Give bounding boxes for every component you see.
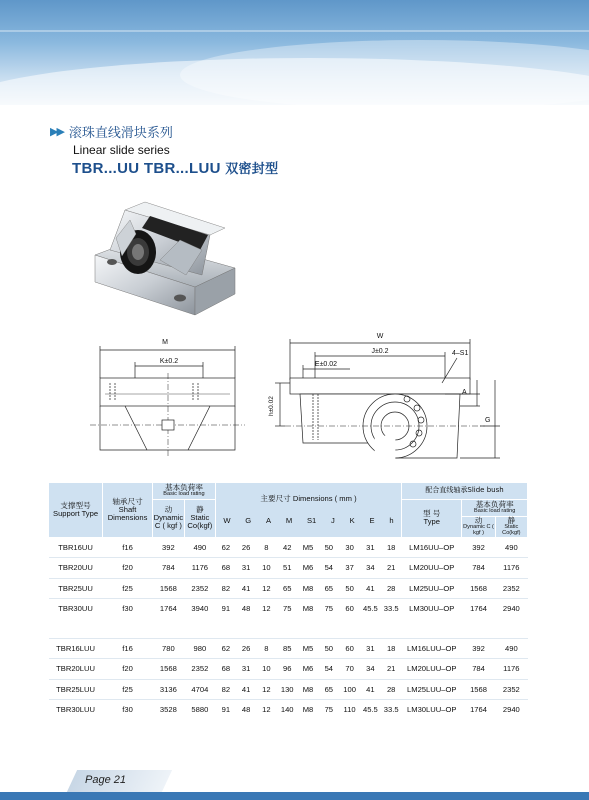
table-cell: 12	[256, 599, 277, 619]
table-cell: 50	[339, 578, 360, 599]
table-cell: 42	[277, 537, 298, 558]
model-title	[72, 158, 278, 177]
table-cell: 70	[339, 659, 360, 680]
table-cell: 85	[277, 638, 298, 659]
table-cell: f25	[103, 578, 153, 599]
table-cell: 392	[153, 537, 185, 558]
table-cell: 21	[381, 558, 402, 579]
table-cell: f30	[103, 700, 153, 720]
header-bush-type-cn: 型 号	[423, 509, 441, 519]
table-cell: 51	[277, 558, 298, 579]
table-cell: 96	[277, 659, 298, 680]
header-bush-static	[495, 517, 527, 538]
table-cell: 34	[360, 558, 381, 579]
table-body-luu	[49, 638, 528, 720]
table-cell: 392	[462, 537, 495, 558]
table-cell: LM30LUU–OP	[402, 700, 462, 720]
table-cell: 45.5	[360, 599, 381, 619]
table-cell: 8	[256, 537, 277, 558]
table-cell: 91	[215, 700, 236, 720]
table-cell: 3940	[184, 599, 215, 619]
dim-col-h: h	[389, 515, 394, 525]
table-cell: 3528	[153, 700, 185, 720]
header-shaft	[103, 483, 153, 538]
table-cell: 75	[318, 700, 339, 720]
section-header	[50, 122, 278, 177]
table-cell: f16	[103, 638, 153, 659]
table-row	[49, 558, 528, 579]
header-static	[184, 500, 215, 538]
dim-col-g: G	[245, 515, 252, 525]
table-row	[49, 638, 528, 659]
table-cell: TBR30UU	[49, 599, 103, 619]
table-cell: 780	[153, 638, 185, 659]
table-cell: 2352	[184, 578, 215, 599]
table-cell: 26	[236, 537, 256, 558]
table-cell: 784	[153, 558, 185, 579]
table-cell: 10	[256, 659, 277, 680]
table-cell: 41	[360, 679, 381, 700]
table-cell: 21	[381, 659, 402, 680]
label-a: A	[462, 389, 467, 396]
banner-wave	[0, 58, 589, 105]
table-cell: LM20LUU–OP	[402, 659, 462, 680]
header-dyn-en: Dynamic C ( kgf )	[153, 513, 184, 531]
arrows-icon: ▶▶	[50, 126, 63, 138]
table-cell: M6	[298, 659, 319, 680]
table-cell: M8	[298, 700, 319, 720]
table-cell: 12	[256, 679, 277, 700]
table-cell: LM20UU–OP	[402, 558, 462, 579]
table-cell: 31	[236, 558, 256, 579]
table-cell: 68	[215, 659, 236, 680]
model-title-cn: 双密封型	[225, 162, 279, 177]
table-cell: M6	[298, 558, 319, 579]
dim-col-e: E	[369, 515, 375, 525]
table-cell: 18	[381, 638, 402, 659]
table-cell: 980	[184, 638, 215, 659]
table-cell: f30	[103, 599, 153, 619]
header-bush-dynamic	[462, 517, 495, 538]
table-row	[49, 578, 528, 599]
table-row	[49, 537, 528, 558]
table-cell: M8	[298, 578, 319, 599]
table-cell: 1764	[462, 700, 495, 720]
table-cell: 1176	[495, 558, 527, 579]
header-shaft-cn: 轴承尺寸	[112, 496, 143, 506]
table-cell: 33.5	[381, 700, 402, 720]
table-cell: 68	[215, 558, 236, 579]
header-bush-type	[402, 500, 462, 538]
table-cell: 490	[184, 537, 215, 558]
table-cell: 82	[215, 679, 236, 700]
table-cell: 784	[462, 558, 495, 579]
table-row	[49, 599, 528, 619]
header-support-cn: 支撑型号	[60, 500, 91, 510]
table-body-uu	[49, 537, 528, 619]
table-cell: 31	[360, 638, 381, 659]
table-cell: TBR20UU	[49, 558, 103, 579]
table-cell: TBR25LUU	[49, 679, 103, 700]
table-cell: 2352	[495, 679, 527, 700]
table-cell: TBR16UU	[49, 537, 103, 558]
header-bush-type-en: Type	[423, 517, 440, 527]
table-cell: 41	[236, 578, 256, 599]
table-cell: M5	[298, 537, 319, 558]
table-cell: 3136	[153, 679, 185, 700]
header-load-cn: 基本负荷率	[164, 483, 203, 493]
table-cell: f20	[103, 558, 153, 579]
table-cell: 82	[215, 578, 236, 599]
header-sta2-en: Static Co(kgf)	[502, 523, 521, 536]
table-cell: 110	[339, 700, 360, 720]
header-sta-cn: 静	[196, 505, 204, 515]
dim-col-s1: S1	[306, 515, 317, 525]
header-support-en: Support Type	[53, 508, 99, 518]
table-cell: 54	[318, 558, 339, 579]
header-dyn2-cn: 动	[474, 516, 483, 525]
table-cell: 75	[277, 599, 298, 619]
table-cell: LM25UU–OP	[402, 578, 462, 599]
title-cn: 滚珠直线滑块系列	[68, 126, 173, 141]
table-cell: 2940	[495, 700, 527, 720]
table-cell: 75	[318, 599, 339, 619]
table-cell: 2352	[184, 659, 215, 680]
table-cell: 1568	[462, 679, 495, 700]
table-cell: 490	[495, 638, 527, 659]
table-cell: 100	[339, 679, 360, 700]
label-h: h±0.02	[268, 396, 275, 416]
table-cell: 490	[495, 537, 527, 558]
table-cell: 2940	[495, 599, 527, 619]
header-sta2-cn: 静	[507, 516, 516, 525]
header-dyn-cn: 动	[164, 505, 173, 515]
table-cell: 62	[215, 638, 236, 659]
dim-col-a: A	[266, 515, 272, 525]
dim-col-m: M	[285, 515, 293, 525]
header-slide-bush: 配合直线轴承Slide bush	[402, 483, 528, 500]
label-e: E±0.02	[314, 361, 338, 368]
header-load-en: Basic load rating	[163, 491, 205, 498]
table-cell: 45.5	[360, 700, 381, 720]
table-cell: 1568	[153, 659, 185, 680]
table-cell: M8	[298, 679, 319, 700]
footer	[0, 770, 589, 800]
table-row	[49, 700, 528, 720]
table-cell: TBR20LUU	[49, 659, 103, 680]
table-cell: 1764	[462, 599, 495, 619]
table-cell: 18	[381, 537, 402, 558]
table-cell: 50	[318, 638, 339, 659]
table-cell: 33.5	[381, 599, 402, 619]
table-cell: 8	[256, 638, 277, 659]
table-cell: 26	[236, 638, 256, 659]
table-cell: 54	[318, 659, 339, 680]
table-cell: 1568	[153, 578, 185, 599]
table-cell: 31	[236, 659, 256, 680]
table-cell: 784	[462, 659, 495, 680]
table-cell: 60	[339, 638, 360, 659]
label-s1: 4–S1	[452, 350, 469, 357]
table-gap	[49, 619, 528, 639]
table-cell: 12	[256, 578, 277, 599]
table-cell: 62	[215, 537, 236, 558]
dim-col-k: K	[349, 515, 355, 525]
header-load2-en: Basic load rating	[474, 508, 516, 515]
header-shaft-en: Shaft Dimensions	[107, 504, 148, 522]
table-cell: f20	[103, 659, 153, 680]
technical-drawing	[85, 328, 505, 468]
table-cell: 5880	[184, 700, 215, 720]
table-cell: 392	[462, 638, 495, 659]
footer-bar	[0, 792, 589, 800]
label-k: K±0.2	[159, 358, 179, 365]
header-dim-cols	[216, 517, 401, 525]
header-support-type	[49, 483, 103, 538]
spec-table	[48, 482, 528, 720]
table-cell: TBR16LUU	[49, 638, 103, 659]
table-cell: 65	[277, 578, 298, 599]
table-cell: 1568	[462, 578, 495, 599]
table-cell: 34	[360, 659, 381, 680]
page-number: Page 21	[85, 774, 126, 786]
table-cell: M8	[298, 599, 319, 619]
table-cell: f16	[103, 537, 153, 558]
table-cell: 1176	[184, 558, 215, 579]
label-w: W	[376, 333, 384, 340]
table-cell: 48	[236, 700, 256, 720]
table-cell: 1176	[495, 659, 527, 680]
title-en: Linear slide series	[73, 143, 170, 157]
header-load2-cn: 基本负荷率	[475, 500, 514, 510]
header-dims-text: 主要尺寸 Dimensions ( mm )	[260, 493, 357, 503]
table-cell: 50	[318, 537, 339, 558]
table-cell: 140	[277, 700, 298, 720]
header-bush-load	[462, 500, 528, 517]
table-cell: 91	[215, 599, 236, 619]
table-cell: 37	[339, 558, 360, 579]
table-cell: 10	[256, 558, 277, 579]
dim-col-w: W	[223, 515, 231, 525]
table-row	[49, 679, 528, 700]
table-cell: 28	[381, 679, 402, 700]
table-cell: LM30UU–OP	[402, 599, 462, 619]
banner-streak	[0, 30, 589, 32]
table-cell: 48	[236, 599, 256, 619]
table-cell: 41	[360, 578, 381, 599]
header-dynamic	[153, 500, 185, 538]
label-g: G	[485, 417, 491, 424]
label-j: J±0.2	[371, 348, 389, 355]
table-row	[49, 659, 528, 680]
table-cell: LM16LUU–OP	[402, 638, 462, 659]
table-cell: TBR25UU	[49, 578, 103, 599]
table-cell: 65	[318, 679, 339, 700]
table-cell: 4704	[184, 679, 215, 700]
table-cell: 28	[381, 578, 402, 599]
table-cell: f25	[103, 679, 153, 700]
table-cell: LM25LUU–OP	[402, 679, 462, 700]
header-banner	[0, 0, 589, 105]
header-dyn2-en: Dynamic C ( kgf )	[463, 523, 494, 536]
table-cell: M5	[298, 638, 319, 659]
table-cell: LM16UU–OP	[402, 537, 462, 558]
model-title-text: TBR...UU TBR...LUU	[72, 160, 221, 177]
table-cell: 2352	[495, 578, 527, 599]
header-sta-en: Static Co(kgf)	[187, 513, 213, 531]
table-cell: 65	[318, 578, 339, 599]
header-dimensions	[215, 483, 401, 538]
product-photo	[90, 190, 240, 325]
label-m: M	[162, 339, 168, 346]
table-cell: 41	[236, 679, 256, 700]
header-load	[153, 483, 216, 500]
table-cell: TBR30LUU	[49, 700, 103, 720]
table-cell: 30	[339, 537, 360, 558]
table-cell: 1764	[153, 599, 185, 619]
table-cell: 12	[256, 700, 277, 720]
table-cell: 31	[360, 537, 381, 558]
table-cell: 60	[339, 599, 360, 619]
table-cell: 130	[277, 679, 298, 700]
dim-col-j: J	[331, 515, 335, 525]
